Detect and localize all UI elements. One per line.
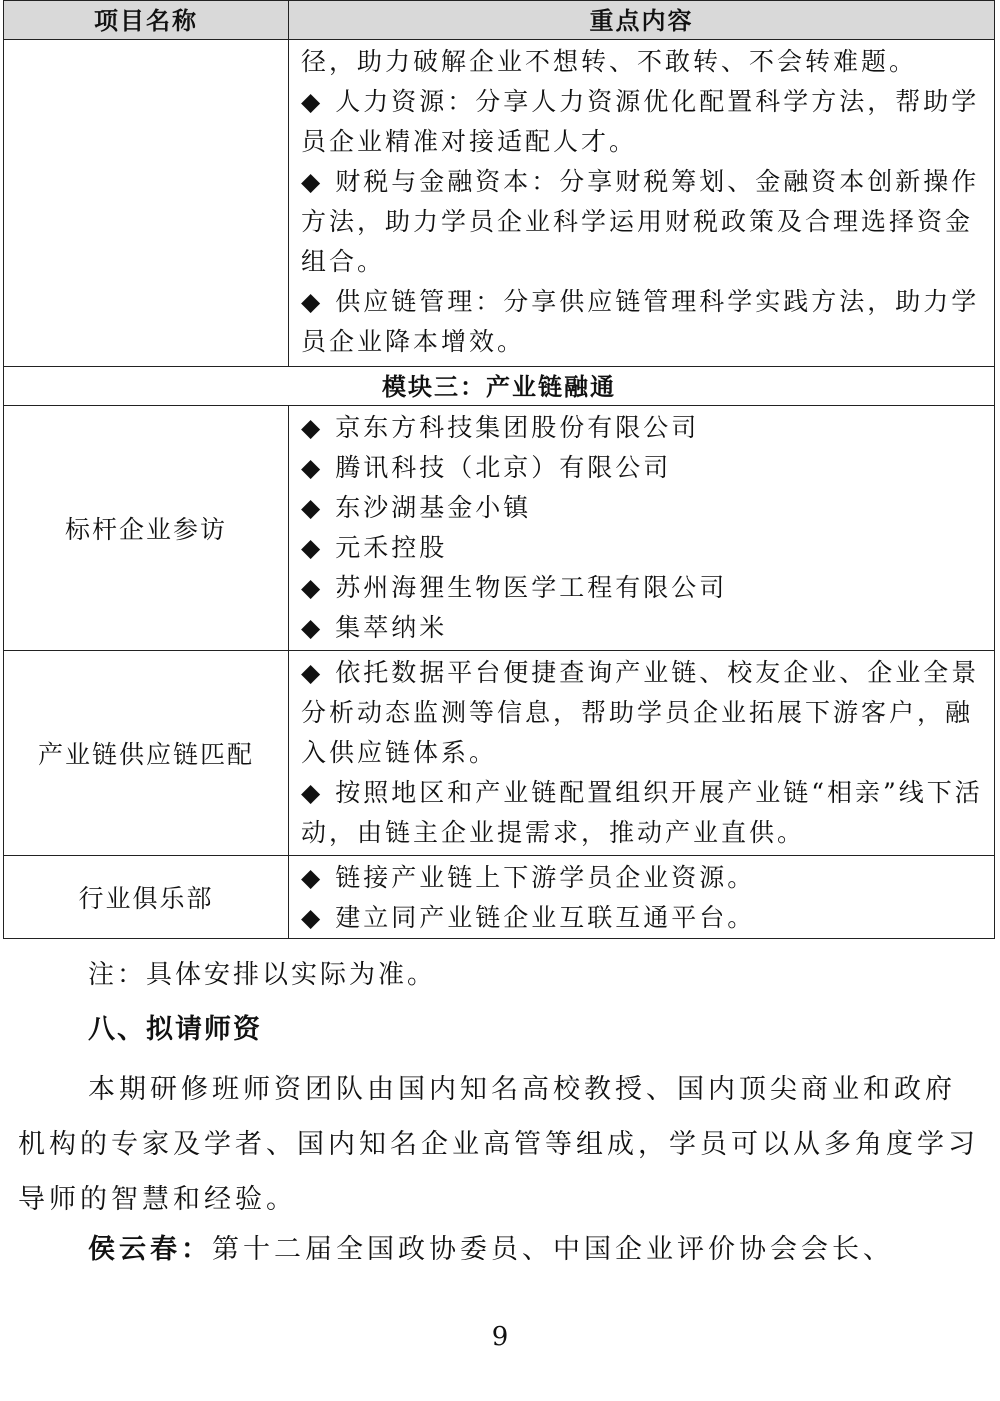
benchmark-visit-name: 标杆企业参访: [4, 406, 289, 651]
bullet-diamond-icon: ◆: [301, 167, 324, 196]
content-cell-continued: [289, 40, 995, 367]
bullet-diamond-icon: ◆: [301, 493, 324, 522]
content-line: ◆ 供应链管理：分享供应链管理科学实践方法，助力学员企业降本增效。: [301, 287, 980, 356]
list-item: ◆ 苏州海狸生物医学工程有限公司: [301, 573, 728, 602]
industry-club-name: 行业俱乐部: [4, 856, 289, 939]
faculty-title: 第十二届全国政协委员、中国企业评价协会会长、: [212, 1234, 894, 1265]
table-row: [4, 856, 995, 939]
module3-title: 模块三：产业链融通: [4, 367, 995, 406]
bullet-diamond-icon: ◆: [301, 658, 324, 687]
list-item: ◆ 腾讯科技（北京）有限公司: [301, 453, 672, 482]
bullet-diamond-icon: ◆: [301, 778, 324, 807]
bullet-diamond-icon: ◆: [301, 287, 324, 316]
list-item: ◆ 按照地区和产业链配置组织开展产业链“相亲”线下活动，由链主企业提需求，推动产业直供。: [301, 778, 983, 847]
bullet-diamond-icon: ◆: [301, 453, 324, 482]
bullet-diamond-icon: ◆: [301, 413, 324, 442]
table-row: [4, 406, 995, 651]
bullet-diamond-icon: ◆: [301, 533, 324, 562]
list-item: ◆ 依托数据平台便捷查询产业链、校友企业、企业全景分析动态监测等信息，帮助学员企业拓展下游客户，融入供应链体系。: [301, 658, 980, 767]
bullet-diamond-icon: ◆: [301, 87, 324, 116]
table-row: [4, 40, 995, 367]
bullet-diamond-icon: ◆: [301, 573, 324, 602]
list-item: ◆ 京东方科技集团股份有限公司: [301, 413, 700, 442]
empty-name-cell: [4, 40, 289, 367]
list-item: ◆ 集萃纳米: [301, 613, 448, 642]
module-row: [4, 367, 995, 406]
header-project-name: 项目名称: [4, 1, 289, 40]
bullet-diamond-icon: ◆: [301, 863, 324, 892]
list-item: ◆ 建立同产业链企业互联互通平台。: [301, 903, 756, 932]
list-item: ◆ 东沙湖基金小镇: [301, 493, 532, 522]
content-line: ◆ 财税与金融资本：分享财税筹划、金融资本创新操作方法，助力学员企业科学运用财税政策及合理选择资金组合。: [301, 167, 980, 276]
content-line: 径，助力破解企业不想转、不敢转、不会转难题。: [301, 47, 918, 76]
table-row: [4, 651, 995, 856]
faculty-bio-line: [88, 1227, 894, 1266]
header-key-content: 重点内容: [289, 1, 995, 40]
content-line: ◆ 人力资源：分享人力资源优化配置科学方法，帮助学员企业精准对接适配人才。: [301, 87, 980, 156]
faculty-name: 侯云春：: [88, 1234, 212, 1265]
table-note: 注：具体安排以实际为准。: [88, 960, 437, 990]
bullet-diamond-icon: ◆: [301, 613, 324, 642]
faculty-paragraph: 本期研修班师资团队由国内知名高校教授、国内顶尖商业和政府机构的专家及学者、国内知名企业高管等组成，学员可以从多角度学习导师的智慧和经验。: [18, 1074, 979, 1215]
table-header-row: [4, 1, 995, 40]
benchmark-visit-list: [289, 406, 995, 651]
list-item: ◆ 元禾控股: [301, 533, 448, 562]
list-item: ◆ 链接产业链上下游学员企业资源。: [301, 863, 756, 892]
program-table: [3, 0, 995, 939]
supply-chain-matching-name: 产业链供应链匹配: [4, 651, 289, 856]
bullet-diamond-icon: ◆: [301, 903, 324, 932]
section-heading: 八、拟请师资: [88, 1014, 262, 1045]
supply-chain-matching-list: [289, 651, 995, 856]
industry-club-list: [289, 856, 995, 939]
page-number: 9: [491, 1322, 509, 1352]
